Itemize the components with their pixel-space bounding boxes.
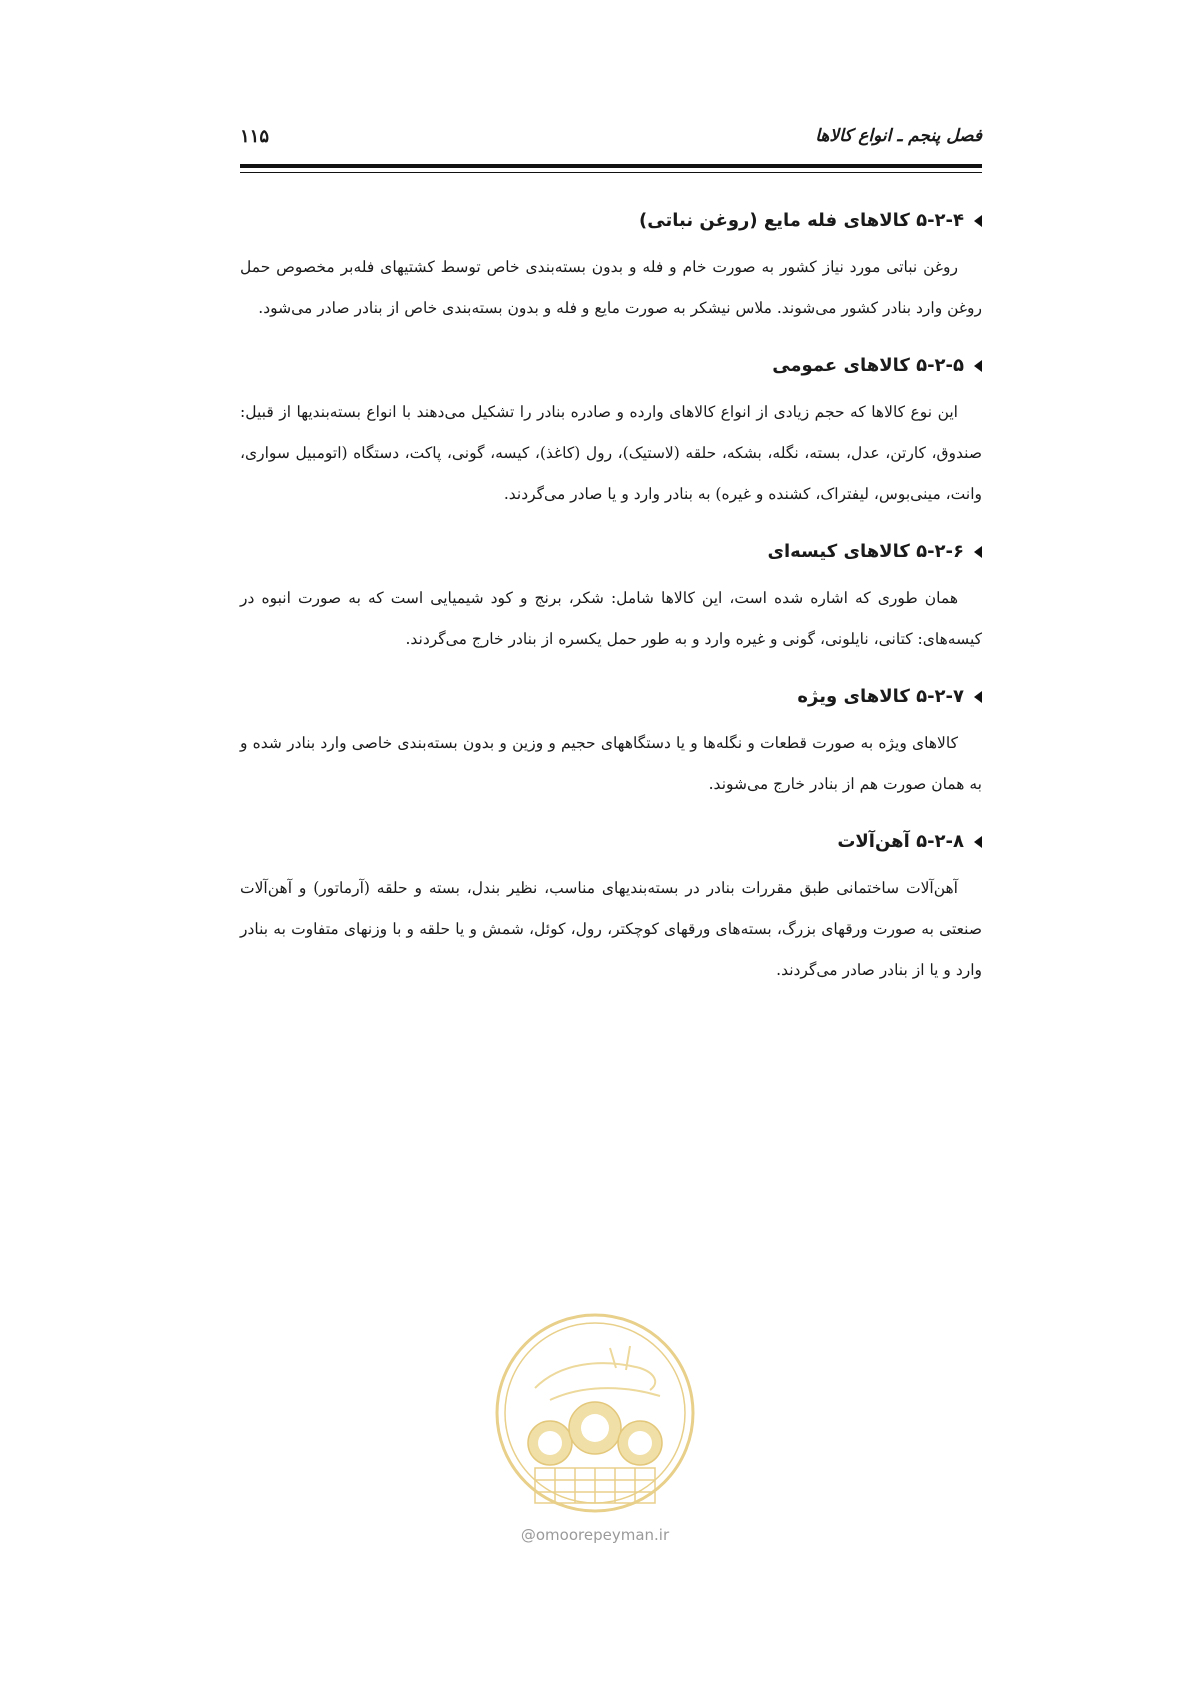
section-heading xyxy=(240,541,982,562)
watermark-seal-icon xyxy=(490,1308,700,1518)
watermark-url-text: omoorepeyman.ir xyxy=(535,1526,670,1544)
section-heading xyxy=(240,831,982,852)
bullet-arrow-icon xyxy=(974,836,982,848)
section-paragraph: همان طوری که اشاره شده است، این کالاها شامل: شکر، برنج و کود شیمیایی است که به صورت انبوه در کیسه‌های: کتانی، نایلونی، گونی و غیره وارد و به طور حمل یکسره از بنادر خارج می‌گردند. xyxy=(240,589,982,648)
section-heading xyxy=(240,686,982,707)
section-bagged-cargo xyxy=(240,541,982,660)
section-heading xyxy=(240,355,982,376)
section-heading xyxy=(240,210,982,231)
watermark-logo xyxy=(490,1308,700,1548)
section-heading-text: ۵-۲-۵ کالاهای عمومی xyxy=(772,355,964,376)
section-iron-goods xyxy=(240,831,982,991)
section-heading-text: ۵-۲-۴ کالاهای فله مایع (روغن نباتی) xyxy=(639,210,964,231)
page-number: ۱۱۵ xyxy=(240,126,270,147)
bullet-arrow-icon xyxy=(974,546,982,558)
section-paragraph: این نوع کالاها که حجم زیادی از انواع کالاهای وارده و صادره بنادر را تشکیل می‌دهند با انواع بسته‌بندیها از قبیل: صندوق، کارتن، عدل، بسته، نگله، بشکه، حلقه (لاستیک)، رول (کاغذ)، کیسه، گونی، پاکت، دستگاه (اتومبیل سواری، وانت، مینی‌بوس، لیفتراک، کشنده و غیره) به بنادر وارد و یا صادر می‌گردند. xyxy=(240,403,982,503)
bullet-arrow-icon xyxy=(974,215,982,227)
section-special-cargo xyxy=(240,686,982,805)
chapter-title: فصل پنجم ـ انواع کالاها xyxy=(815,126,982,146)
section-liquid-bulk xyxy=(240,210,982,329)
section-paragraph: آهن‌آلات ساختمانی طبق مقررات بنادر در بسته‌بندیهای مناسب، نظیر بندل، بسته و حلقه (آرماتور) و آهن‌آلات صنعتی به صورت ورقهای بزرگ، بسته‌های ورقهای کوچکتر، رول، کوئل، شمش و یا حلقه و با وزنهای متفاوت به بنادر وارد و یا از بنادر صادر می‌گردند. xyxy=(240,879,983,979)
body-content xyxy=(240,210,982,1017)
section-heading-text: ۵-۲-۶ کالاهای کیسه‌ای xyxy=(767,541,964,562)
bullet-arrow-icon xyxy=(974,360,982,372)
section-paragraph: کالاهای ویژه به صورت قطعات و نگله‌ها و یا دستگاههای حجیم و وزین و بدون بسته‌بندی خاصی وارد بنادر شده و به همان صورت هم از بنادر خارج می‌شوند. xyxy=(240,734,982,793)
watermark-url xyxy=(490,1526,700,1544)
section-general-cargo xyxy=(240,355,982,515)
page-header xyxy=(240,126,982,156)
section-heading-text: ۵-۲-۸ آهن‌آلات xyxy=(837,831,964,852)
at-sign-icon: @ xyxy=(520,1526,536,1544)
header-rule-thin xyxy=(240,172,982,173)
bullet-arrow-icon xyxy=(974,691,982,703)
header-rule-thick xyxy=(240,164,982,168)
section-heading-text: ۵-۲-۷ کالاهای ویژه xyxy=(797,686,964,707)
section-paragraph: روغن نباتی مورد نیاز کشور به صورت خام و فله و بدون بسته‌بندی خاص توسط کشتیهای فله‌بر مخصوص حمل روغن وارد بنادر کشور می‌شوند. ملاس نیشکر به صورت مایع و فله و بدون بسته‌بندی خاص از بنادر صادر می‌شود. xyxy=(240,258,982,317)
